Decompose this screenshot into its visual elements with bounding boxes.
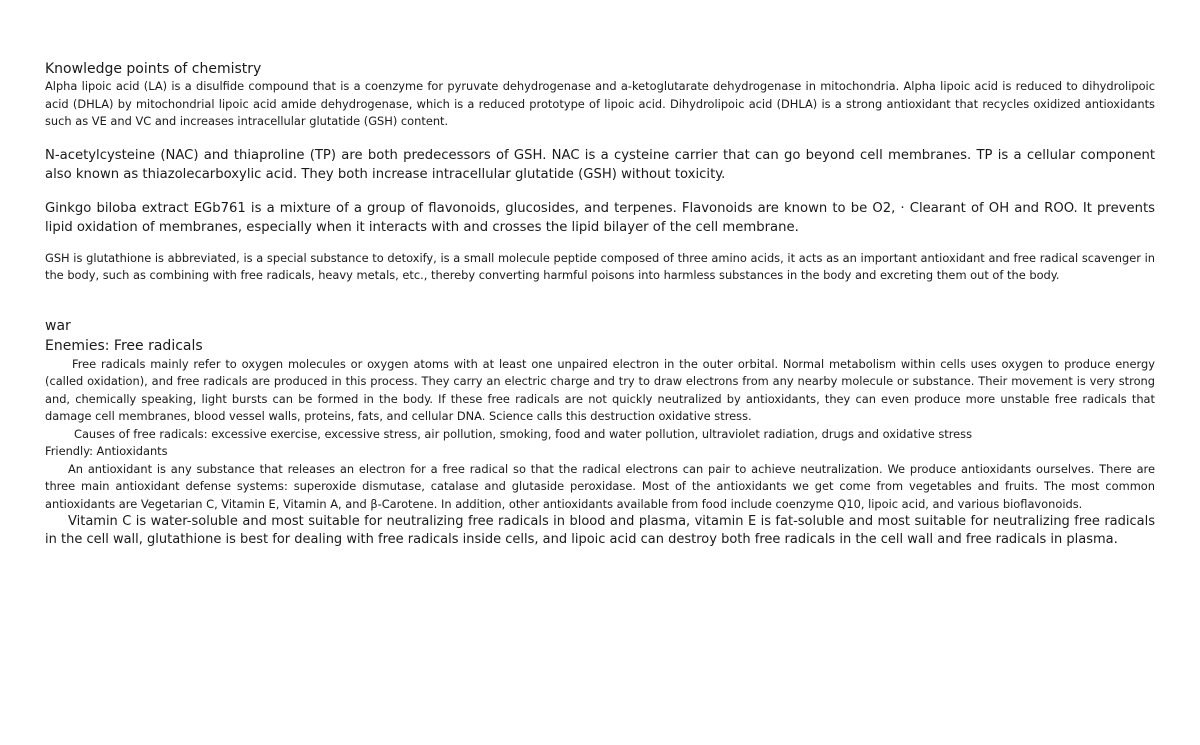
friendly-heading: Friendly: Antioxidants (45, 444, 168, 458)
paragraph-free-radicals: Free radicals mainly refer to oxygen molecules or oxygen atoms with at least one unpaired electron in the outer orbital. Normal metabolism within cells uses oxygen to produce energy (called oxidation), and free radicals are produced in this process. They carry an electric charge and try to draw electrons from any nearby molecule or substance. Their movement is very strong and, chemically speaking, light bursts can be formed in the body. If these free radicals are not quickly neutralized by antioxidants, they can even produce more unstable free radicals that damage cell membranes, blood vessel walls, proteins, fats, and cellular DNA. Science calls this destruction oxidative stress. (45, 356, 1155, 423)
spacer (45, 237, 1155, 250)
spacer (45, 184, 1155, 199)
paragraph-gsh: GSH is glutathione is abbreviated, is a special substance to detoxify, is a small molecule peptide composed of three amino acids, it acts as an important antioxidant and free radical scavenger in the body, such as combining with free radicals, heavy metals, etc., thereby converting harmful poisons into harmless substances in the body and excreting them out of the body. (45, 250, 1155, 282)
paragraph-lipoic-acid: Alpha lipoic acid (LA) is a disulfide compound that is a coenzyme for pyruvate dehydrogenase and a-ketoglutarate dehydrogenase in mitochondria. Alpha lipoic acid is reduced to dihydrolipoic acid (DHLA) by mitochondrial lipoic acid amide dehydrogenase, which is a reduced prototype of lipoic acid. Dihydrolipoic acid (DHLA) is a strong antioxidant that recycles oxidized antioxidants such as VE and VC and increases intracellular glutatide (GSH) content. (45, 79, 1155, 128)
enemies-heading: Enemies: Free radicals (45, 337, 203, 354)
section-heading-chemistry: Knowledge points of chemistry (45, 61, 262, 77)
paragraph-nac: N-acetylcysteine (NAC) and thiaproline (TP) are both predecessors of GSH. NAC is a cysteine carrier that can go beyond cell membranes. TP is a cellular component also known as thiazolecarboxylic acid. They both increase intracellular glutatide (GSH) without toxicity. (45, 147, 1155, 182)
document-body (45, 60, 1155, 549)
spacer (45, 285, 1155, 316)
paragraph-ginkgo: Ginkgo biloba extract EGb761 is a mixture of a group of flavonoids, glucosides, and terpenes. Flavonoids are known to be O2, · Clearant of OH and ROO. It prevents lipid oxidation of membranes, especially when it interacts with and crosses the lipid bilayer of the cell membrane. (45, 200, 1155, 235)
paragraph-causes: Causes of free radicals: excessive exercise, excessive stress, air pollution, smoking, food and water pollution, ultraviolet radiation, drugs and oxidative stress (74, 426, 973, 441)
spacer (45, 131, 1155, 146)
paragraph-antioxidants: An antioxidant is any substance that releases an electron for a free radical so that the radical electrons can pair to achieve neutralization. We produce antioxidants ourselves. There are three main antioxidant defense systems: superoxide dismutase, catalase and glutaside peroxidase. Most of the antioxidants we get come from vegetables and fruits. The most common antioxidants are Vegetarian C, Vitamin E, Vitamin A, and β-Carotene. In addition, other antioxidants available from food include coenzyme Q10, lipoic acid, and various bioflavonoids. (45, 461, 1155, 511)
paragraph-vitamins: Vitamin C is water-soluble and most suitable for neutralizing free radicals in blood and plasma, vitamin E is fat-soluble and most suitable for neutralizing free radicals in the cell wall, glutathione is best for dealing with free radicals inside cells, and lipoic acid can destroy both free radicals in the cell wall and free radicals in plasma. (45, 514, 1155, 547)
war-label: war (45, 317, 71, 334)
